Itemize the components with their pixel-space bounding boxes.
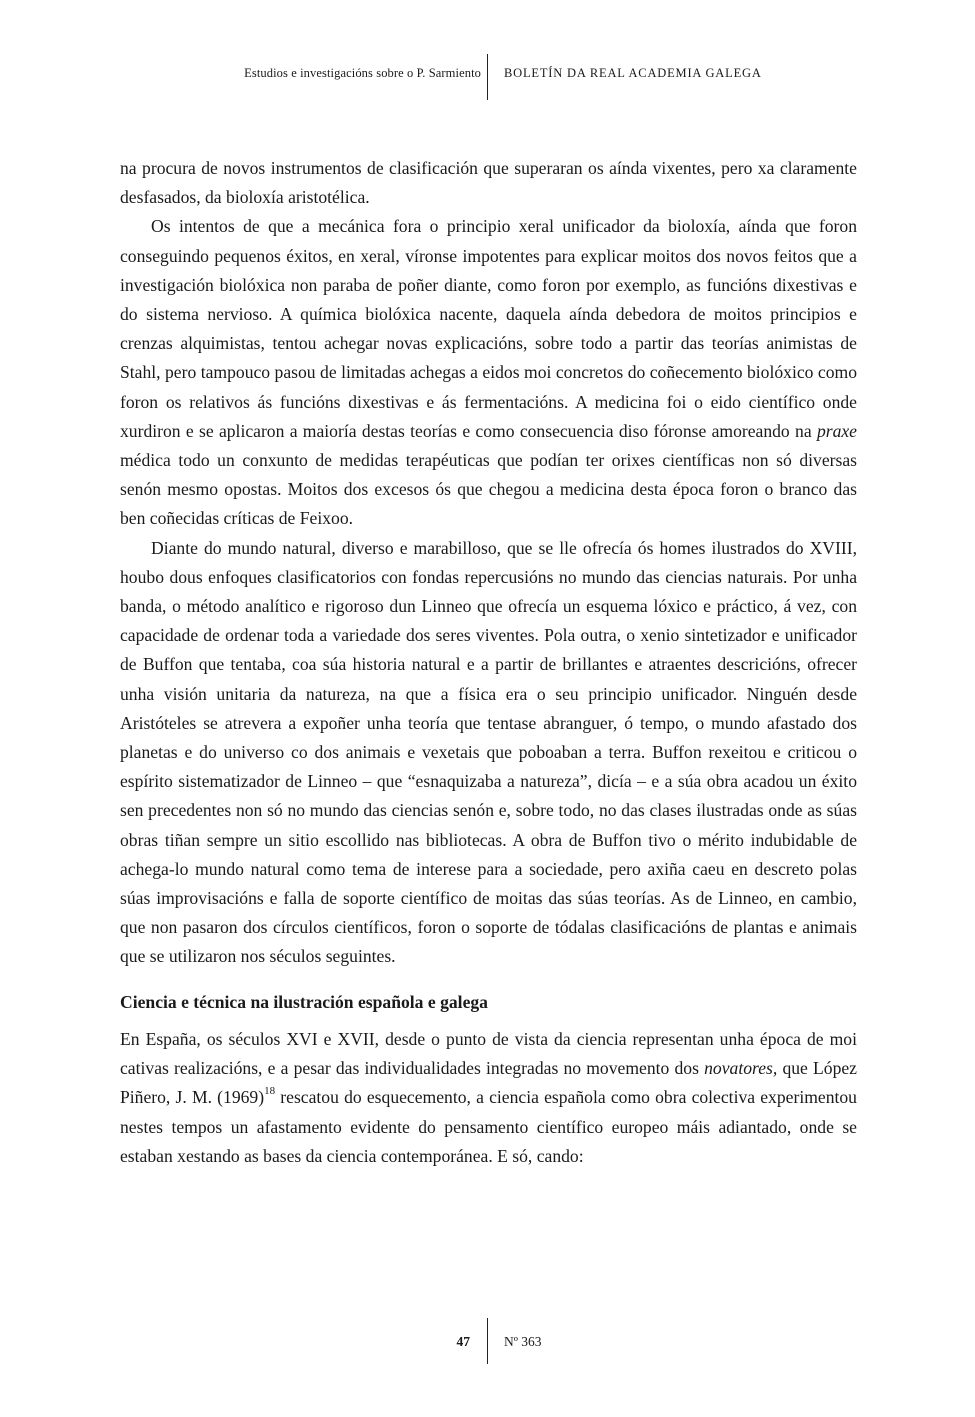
footnote-ref: 18 bbox=[264, 1085, 276, 1098]
header-section-title: Estudios e investigacións sobre o P. Sarmiento bbox=[244, 66, 481, 80]
header-journal-title: BOLETÍN DA REAL ACADEMIA GALEGA bbox=[504, 66, 762, 80]
article-body bbox=[120, 154, 857, 1171]
page-footer bbox=[0, 1324, 975, 1368]
paragraph-2: Os intentos de que a mecánica fora o principio xeral unificador da bioloxía, aínda que foron conseguindo pequenos éxitos, en xeral, víronse impotentes para explicar moitos dos novos feitos que a investigación biolóxica non paraba de poñer diante, como foron por exemplo, as funcións dixestivas e do sistema nervioso. A química biolóxica nacente, daquela aínda debedora de moitos principios e crenzas alquimistas, tentou achegar novas explicacións, sobre todo a partir das teorías animistas de Stahl, pero tampouco pasou de limitadas achegas a eidos moi concretos do coñecemento biolóxico como foron os relativos ás funcións dixestivas e ás fermentacións. A medicina foi o eido científico onde xurdiron e se aplicaron a maioría destas teorías e como consecuencia diso fóronse amoreando na praxe médica todo un conxunto de medidas terapéuticas que podían ter orixes científicas non só diversas senón mesmo opostas. Moitos dos excesos ós que chegou a medicina desta época foron o branco das ben coñecidas críticas de Feixoo. bbox=[120, 216, 857, 529]
paragraph-4: En España, os séculos XVI e XVII, desde o punto de vista da ciencia representan unha época de moi cativas realizacións, e a pesar das individualidades integradas no movemento dos novatores, que López Piñero, J. M. $(1969)^{18}$ rescatou do esquecemento, a ciencia española como obra colectiva experimentou nestes tempos un afastamento evidente do pensamento científico europeo máis adiantado, onde se estaban xestando as bases da ciencia contemporánea. E só, cando: bbox=[120, 1028, 857, 1166]
footer-divider bbox=[487, 1318, 488, 1364]
section-heading: Ciencia e técnica na ilustración española e galega bbox=[120, 991, 488, 1012]
paragraph-3: Diante do mundo natural, diverso e marabilloso, que se lle ofrecía ós homes ilustrados do XVIII, houbo dous enfoques clasificatorios con fondas repercusións no mundo das ciencias naturais. Por unha banda, o método analítico e rigoroso dun Linneo que ofrecía un esquema lóxico e práctico, á vez, con capacidade de ordenar toda a variedade dos seres viventes. Pola outra, o xenio sintetizador e unificador de Buffon que tentaba, coa súa historia natural e a partir de brillantes e atraentes descricións, ofrecer unha visión unitaria da natureza, na que a física era o seu principio unificador. Ninguén desde Aristóteles se atrevera a expoñer unha teoría que tentase abranguer, ó tempo, o mundo afastado dos planetas e do universo co dos animais e vexetais que poboaban a terra. Buffon rexeitou e criticou o espírito sistematizador de Linneo – que “esnaquizaba a natureza”, dicía – e a súa obra acadou un éxito sen precedentes non só no mundo das ciencias senón e, sobre todo, no das clases ilustradas onde as súas obras tiñan sempre un sitio escollido nas bibliotecas. A obra de Buffon tivo o mérito indubidable de achega-lo mundo natural como tema de interese para a sociedade, pero axiña caeu en descreto polas súas improvisacións e falla de soporte científico de moitas das súas teorías. As de Linneo, en cambio, que non pasaron dos círculos científicos, foron o soporte de tódalas clasificacións de plantas e animais que se utilizaron nos séculos seguintes. bbox=[120, 537, 857, 967]
paragraph-1: na procura de novos instrumentos de clasificación que superaran os aínda vixentes, pero xa claramente desfasados, da bioloxía aristotélica. bbox=[120, 158, 857, 208]
header-divider bbox=[487, 54, 488, 100]
page-number: 47 bbox=[456, 1334, 470, 1349]
running-header bbox=[0, 60, 975, 104]
issue-number: Nº 363 bbox=[504, 1334, 542, 1349]
